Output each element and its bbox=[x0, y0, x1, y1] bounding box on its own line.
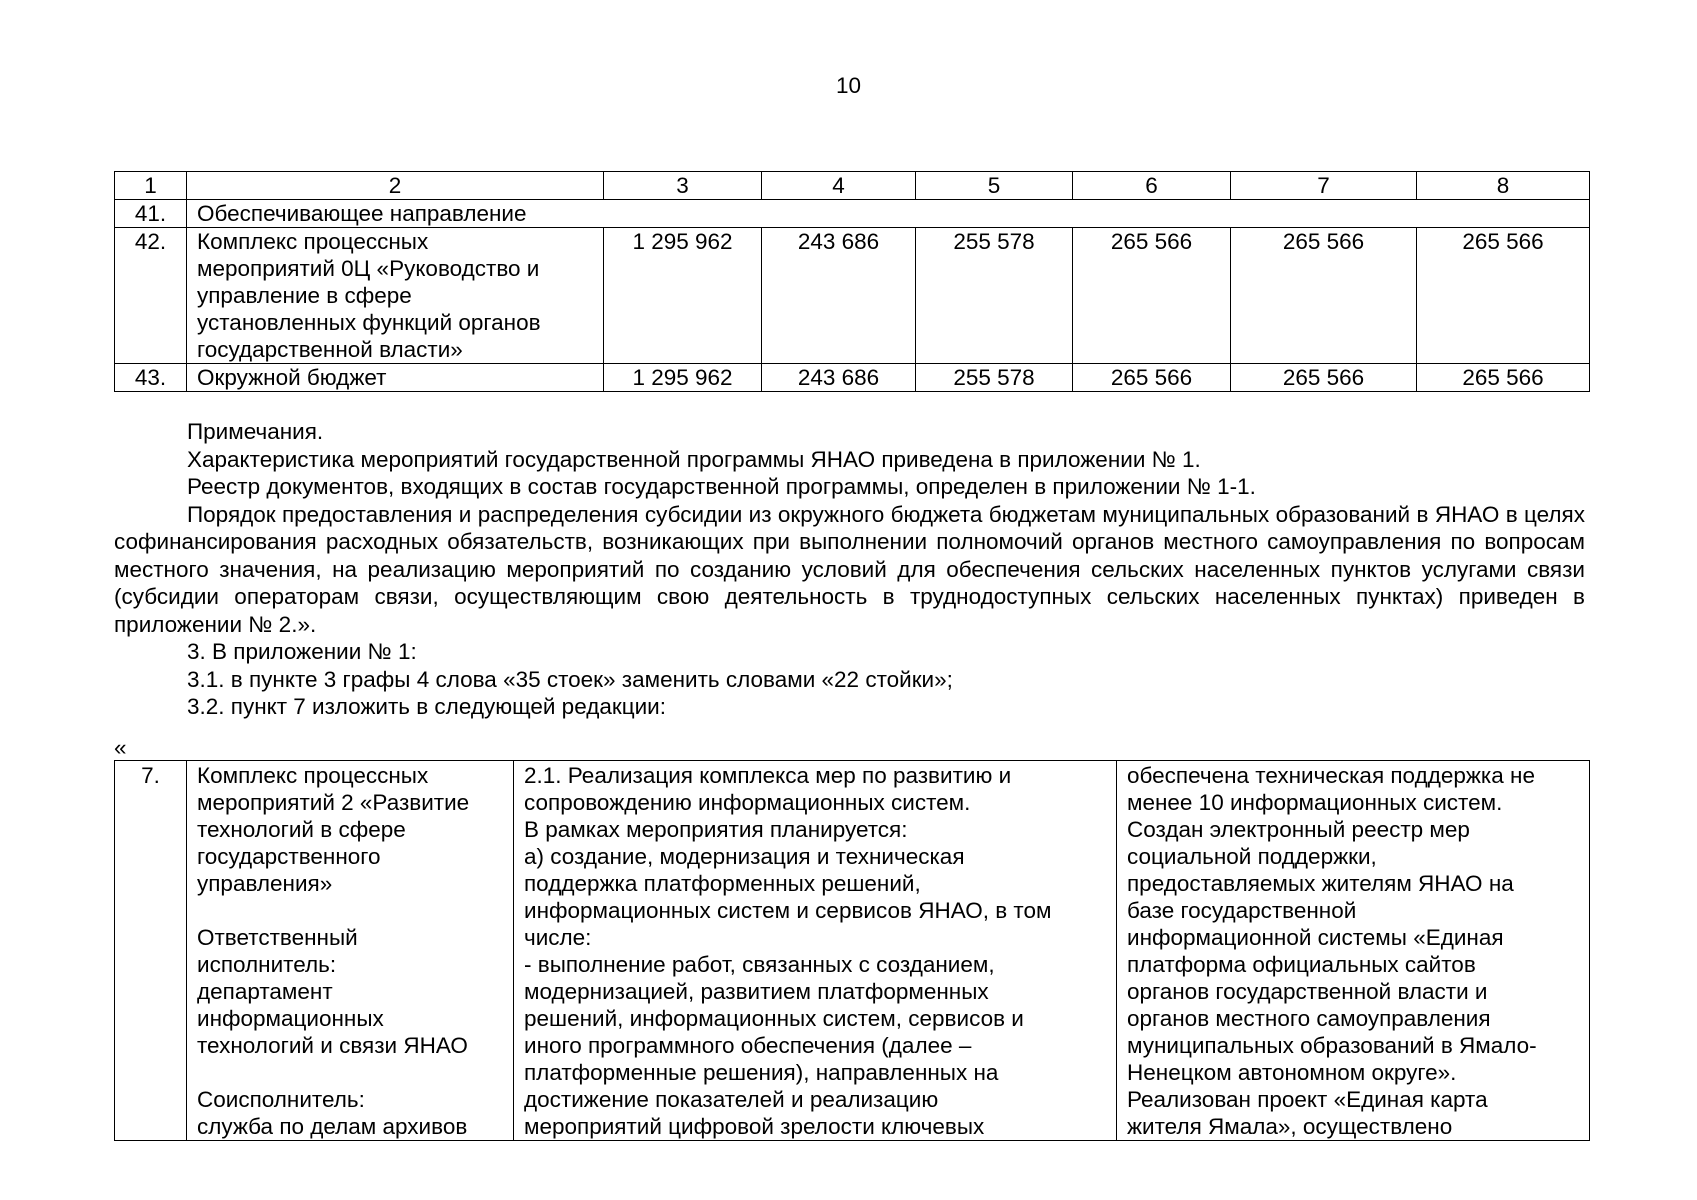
budget-table bbox=[114, 171, 1590, 392]
measure-title-line: Комплекс процессных bbox=[197, 763, 429, 788]
result-line: информационной системы «Единая bbox=[1127, 925, 1504, 950]
table-row bbox=[115, 364, 1590, 392]
amount-cell: 243 686 bbox=[762, 364, 916, 392]
label-line: управление в сфере bbox=[197, 283, 412, 308]
header-cell: 1 bbox=[115, 172, 187, 200]
result-line: Ненецком автономном округе». bbox=[1127, 1060, 1457, 1085]
label-line: Комплекс процессных bbox=[197, 229, 429, 254]
result-line: органов местного самоуправления bbox=[1127, 1006, 1491, 1031]
amount-cell: 265 566 bbox=[1231, 228, 1417, 364]
description-line: числе: bbox=[524, 925, 592, 950]
amount-cell: 265 566 bbox=[1073, 364, 1231, 392]
header-cell: 6 bbox=[1073, 172, 1231, 200]
responsible-line: департамент bbox=[197, 979, 333, 1004]
description-line: - выполнение работ, связанных с созданием, bbox=[524, 952, 995, 977]
responsible-line: исполнитель: bbox=[197, 952, 337, 977]
label-line: установленных функций органов bbox=[197, 310, 541, 335]
coexecutor-line: служба по делам архивов bbox=[197, 1114, 468, 1139]
amount-cell: 255 578 bbox=[916, 364, 1073, 392]
result-line: органов государственной власти и bbox=[1127, 979, 1488, 1004]
label-line: мероприятий 0Ц «Руководство и bbox=[197, 256, 540, 281]
result-line: Создан электронный реестр мер bbox=[1127, 817, 1470, 842]
measure-title-line: технологий в сфере bbox=[197, 817, 406, 842]
header-cell: 5 bbox=[916, 172, 1073, 200]
amount-cell: 265 566 bbox=[1231, 364, 1417, 392]
table-row bbox=[115, 200, 1590, 228]
amount-cell: 265 566 bbox=[1417, 364, 1590, 392]
measure-title-line: управления» bbox=[197, 871, 333, 896]
result-line: муниципальных образований в Ямало- bbox=[1127, 1033, 1537, 1058]
measure-description-cell bbox=[514, 761, 1117, 1141]
description-line: поддержка платформенных решений, bbox=[524, 871, 921, 896]
measures-table bbox=[114, 760, 1590, 1141]
amendment-paragraph: 3.1. в пункте 3 графы 4 слова «35 стоек» заменить словами «22 стойки»; bbox=[187, 666, 953, 692]
amount-cell: 265 566 bbox=[1073, 228, 1231, 364]
amendment-paragraph: 3.2. пункт 7 изложить в следующей редакции: bbox=[187, 694, 666, 719]
result-line: жителя Ямала», осуществлено bbox=[1127, 1114, 1453, 1139]
notes-heading: Примечания. bbox=[187, 419, 324, 444]
header-cell: 3 bbox=[604, 172, 762, 200]
row-number: 42. bbox=[115, 228, 187, 364]
amount-cell: 265 566 bbox=[1417, 228, 1590, 364]
description-line: В рамках мероприятия планируется: bbox=[524, 817, 908, 842]
measure-result-cell bbox=[1117, 761, 1590, 1141]
note-paragraph: Реестр документов, входящих в состав государственной программы, определен в приложении № 1-1. bbox=[187, 474, 1256, 499]
description-line: сопровождению информационных систем. bbox=[524, 790, 971, 815]
table-header-row bbox=[115, 172, 1590, 200]
amount-cell: 255 578 bbox=[916, 228, 1073, 364]
description-line: платформенные решения), направленных на bbox=[524, 1060, 999, 1085]
responsible-line: Ответственный bbox=[197, 925, 358, 950]
result-line: обеспечена техническая поддержка не bbox=[1127, 763, 1535, 788]
measure-name-cell bbox=[187, 761, 514, 1141]
header-cell: 8 bbox=[1417, 172, 1590, 200]
result-line: предоставляемых жителям ЯНАО на bbox=[1127, 871, 1514, 896]
measure-title-line: государственного bbox=[197, 844, 381, 869]
measure-title-line: мероприятий 2 «Развитие bbox=[197, 790, 470, 815]
description-line: информационных систем и сервисов ЯНАО, в том bbox=[524, 898, 1052, 923]
coexecutor-line: Соисполнитель: bbox=[197, 1087, 365, 1112]
amount-cell: 243 686 bbox=[762, 228, 916, 364]
amount-cell: 1 295 962 bbox=[604, 364, 762, 392]
result-line: менее 10 информационных систем. bbox=[1127, 790, 1503, 815]
opening-quote: « bbox=[114, 735, 127, 760]
note-paragraph: Порядок предоставления и распределения субсидии из окружного бюджета бюджетам муниципальных образований в ЯНАО в целях софинансирования расходных обязательств, возникающих при выполнении полномочий органов местного самоуправления по вопросам местного значения, на реализацию мероприятий по созданию условий для обеспечения сельских населенных пунктов услугами связи (субсидии операторам связи, осуществляющим свою деятельность в труднодоступных сельских населенных пунктах) приведен в приложении № 2.». bbox=[114, 501, 1585, 637]
responsible-line: технологий и связи ЯНАО bbox=[197, 1033, 468, 1058]
label-line: государственной власти» bbox=[197, 337, 463, 362]
responsible-line: информационных bbox=[197, 1006, 384, 1031]
header-cell: 7 bbox=[1231, 172, 1417, 200]
table-row bbox=[115, 228, 1590, 364]
description-line: модернизацией, развитием платформенных bbox=[524, 979, 989, 1004]
description-line: решений, информационных систем, сервисов и bbox=[524, 1006, 1024, 1031]
description-line: достижение показателей и реализацию bbox=[524, 1087, 939, 1112]
notes-section bbox=[114, 418, 1585, 721]
row-number: 43. bbox=[115, 364, 187, 392]
description-line: а) создание, модернизация и техническая bbox=[524, 844, 965, 869]
header-cell: 2 bbox=[187, 172, 604, 200]
row-label: Окружной бюджет bbox=[187, 364, 604, 392]
description-line: мероприятий цифровой зрелости ключевых bbox=[524, 1114, 985, 1139]
table-row bbox=[115, 761, 1590, 1141]
description-line: иного программного обеспечения (далее – bbox=[524, 1033, 972, 1058]
result-line: Реализован проект «Единая карта bbox=[1127, 1087, 1488, 1112]
amendment-paragraph: 3. В приложении № 1: bbox=[187, 639, 417, 664]
result-line: социальной поддержки, bbox=[1127, 844, 1377, 869]
amount-cell: 1 295 962 bbox=[604, 228, 762, 364]
row-label: Обеспечивающее направление bbox=[187, 200, 1590, 228]
row-label bbox=[187, 228, 604, 364]
note-paragraph: Характеристика мероприятий государственной программы ЯНАО приведена в приложении № 1. bbox=[187, 446, 1201, 472]
row-number: 41. bbox=[115, 200, 187, 228]
page-number: 10 bbox=[835, 73, 862, 98]
description-line: 2.1. Реализация комплекса мер по развитию и bbox=[524, 763, 1012, 788]
row-number: 7. bbox=[115, 761, 187, 1141]
header-cell: 4 bbox=[762, 172, 916, 200]
result-line: базе государственной bbox=[1127, 898, 1357, 923]
result-line: платформа официальных сайтов bbox=[1127, 952, 1476, 977]
